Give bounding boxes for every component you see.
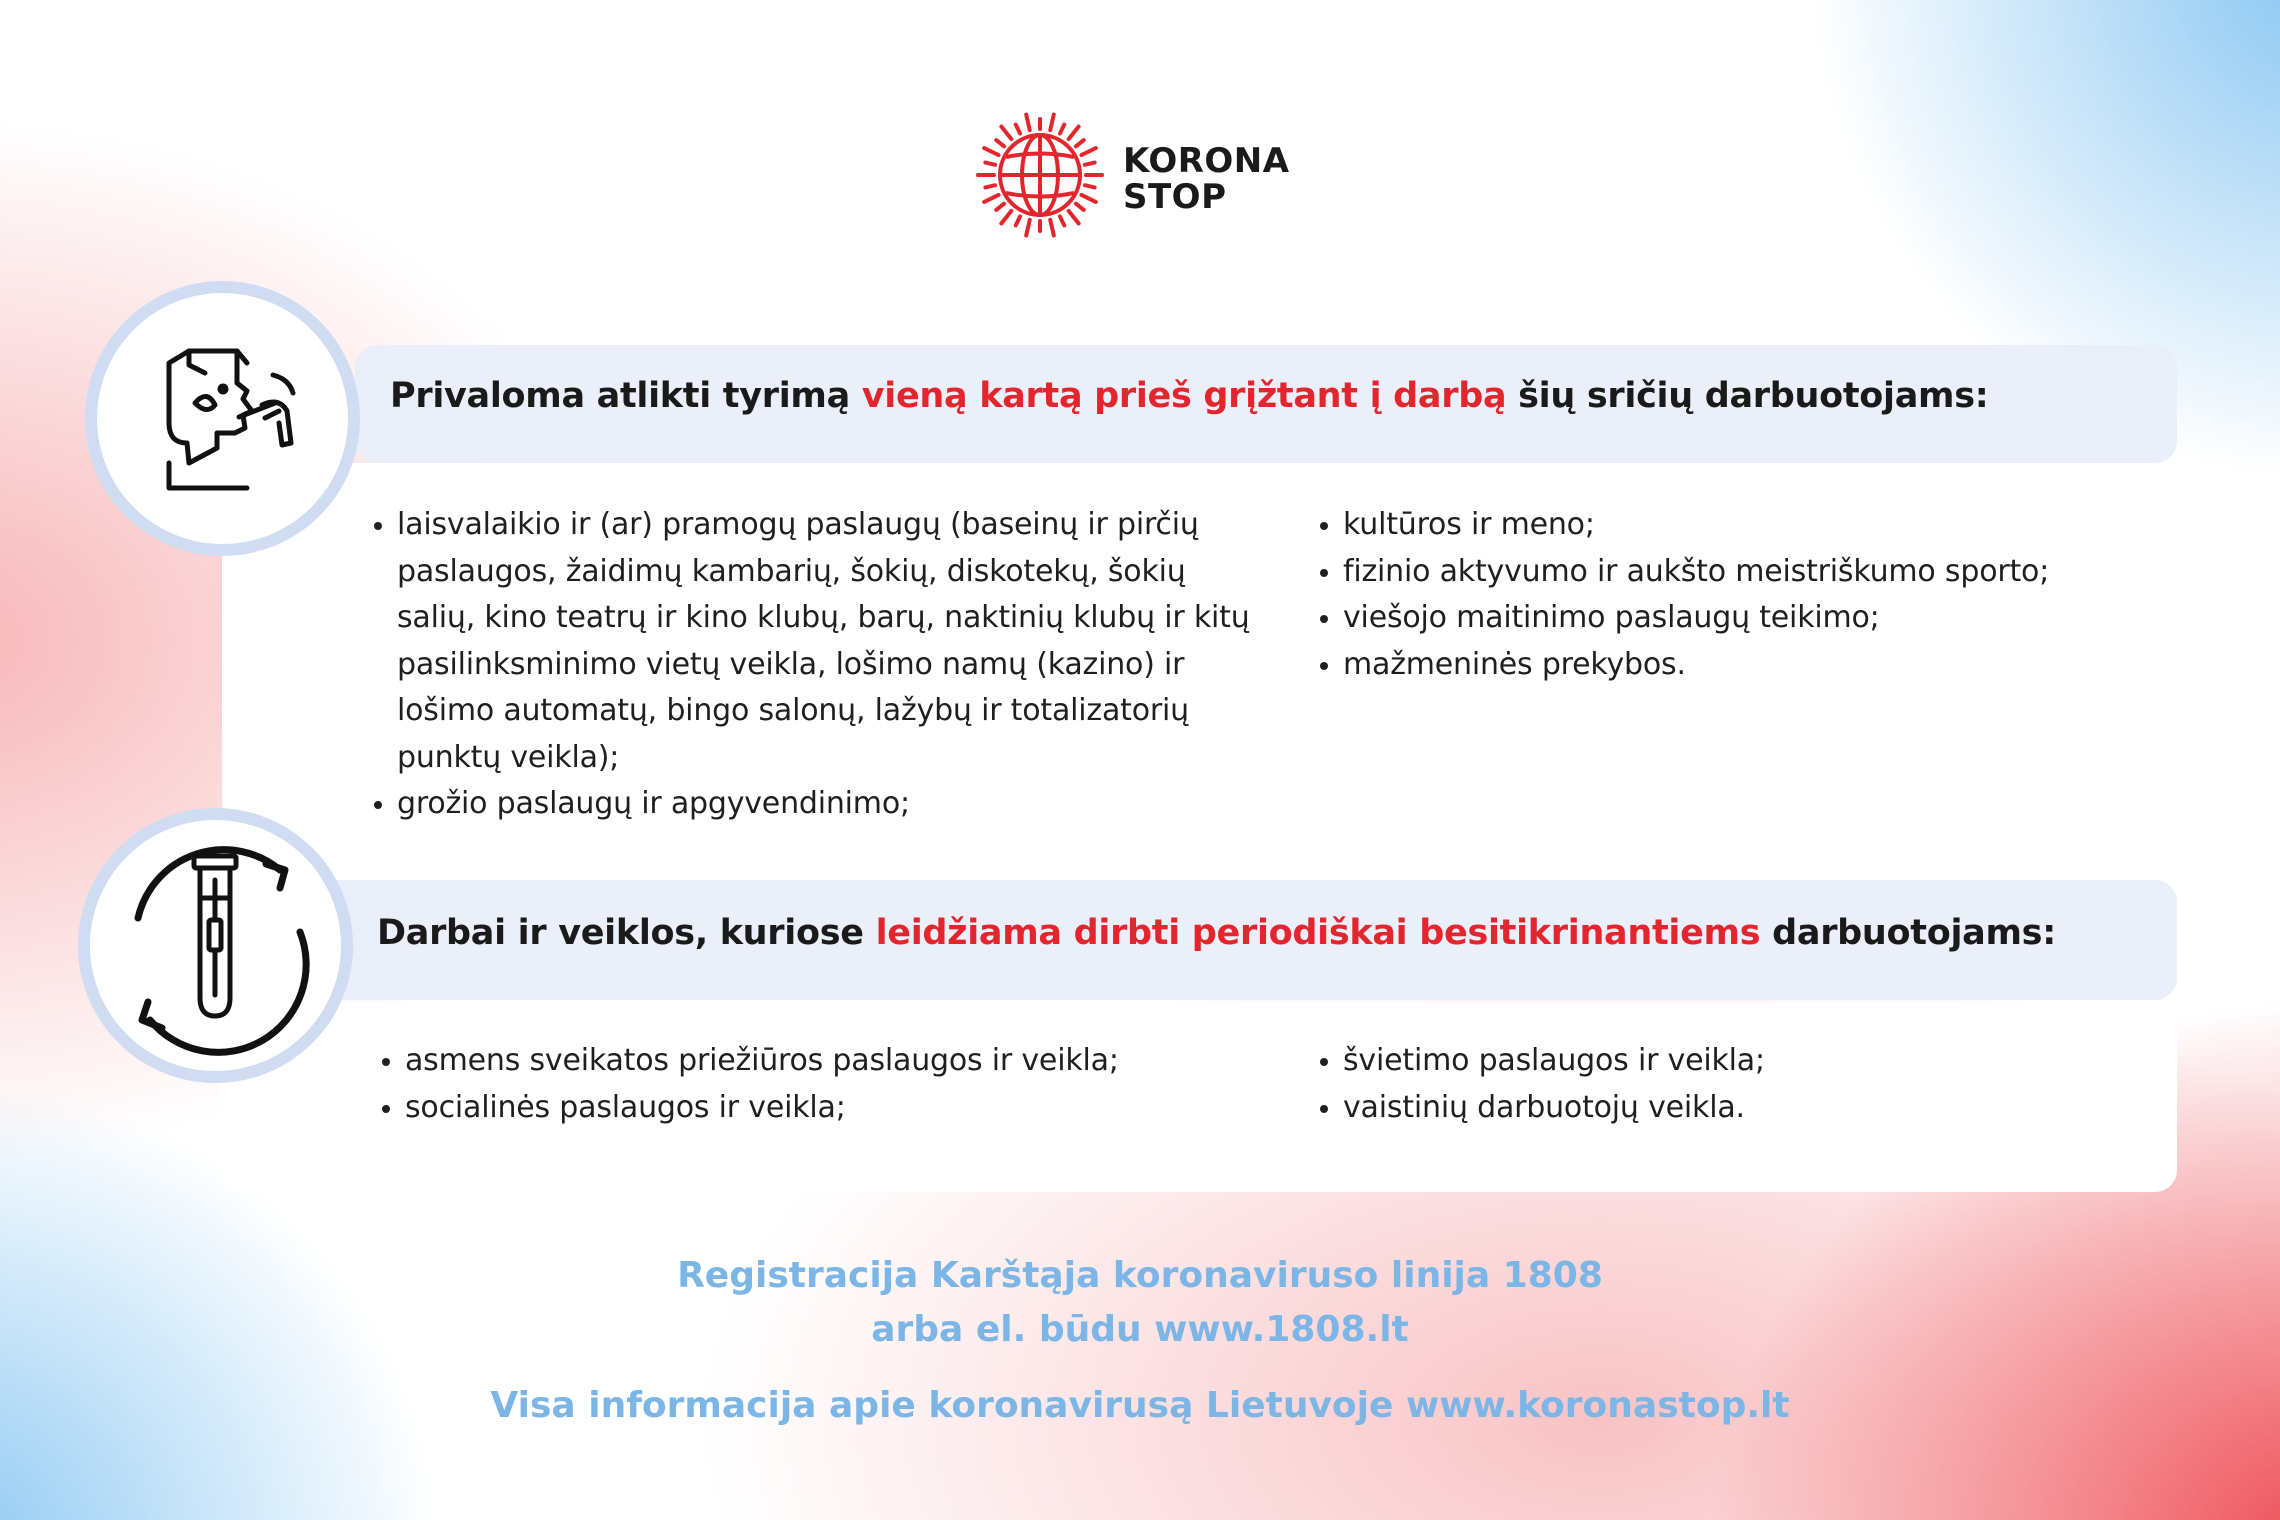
- list-item: švietimo paslaugos ir veikla;: [1318, 1038, 2158, 1085]
- section-2-heading-highlight: leidžiama dirbti periodiškai besitikrinantiems: [875, 913, 1761, 953]
- section-2-heading-end: darbuotojams:: [1760, 913, 2056, 953]
- info-website-text: [0, 1379, 2280, 1433]
- section-1-right-list: [1318, 502, 2158, 688]
- sun-globe-icon: [975, 105, 1105, 245]
- section-2-icon-circle: [78, 808, 353, 1083]
- list-item: kultūros ir meno;: [1318, 502, 2158, 549]
- list-item: mažmeninės prekybos.: [1318, 642, 2158, 689]
- section-1-icon-circle: [85, 281, 360, 556]
- logo-line-2: STOP: [1123, 177, 1227, 217]
- section-1-heading-start: Privaloma atlikti tyrimą: [390, 376, 862, 416]
- section-1-heading: [390, 376, 1988, 416]
- list-item: viešojo maitinimo paslaugų teikimo;: [1318, 595, 2158, 642]
- list-item: laisvalaikio ir (ar) pramogų paslaugų (baseinų ir pirčių paslaugos, žaidimų kambarių, šokių, diskotekų, šokių salių, kino teatrų ir kino klubų, barų, naktinių klubų ir kitų pasilinksminimo vietų veikla, lošimo namų (kazino) ir lošimo automatų, bingo salonų, lažybų ir totalizatorių punktų veikla);: [372, 502, 1272, 781]
- section-2-heading: [377, 913, 2056, 953]
- section-2-right-list: [1318, 1038, 2158, 1131]
- test-tube-cycle-icon: [90, 820, 341, 1071]
- list-item: grožio paslaugų ir apgyvendinimo;: [372, 781, 1272, 828]
- section-1-heading-highlight: vieną kartą prieš grįžtant į darbą: [861, 376, 1507, 416]
- logo-wordmark: [1123, 143, 1290, 215]
- footer-line-3: Visa informacija apie koronavirusą Lietuvoje www.koronastop.lt: [490, 1385, 1790, 1426]
- list-item: socialinės paslaugos ir veikla;: [380, 1085, 1280, 1132]
- list-item: vaistinių darbuotojų veikla.: [1318, 1085, 2158, 1132]
- logo-line-1: KORONA: [1123, 141, 1290, 181]
- section-1-left-list: [372, 502, 1272, 828]
- section-2-left-list: [380, 1038, 1280, 1131]
- koronastop-logo: [975, 105, 1305, 245]
- footer-line-2: arba el. būdu www.1808.lt: [871, 1309, 1409, 1350]
- footer-line-1: Registracija Karštąja koronaviruso linija 1808: [677, 1255, 1603, 1296]
- list-item: asmens sveikatos priežiūros paslaugos ir veikla;: [380, 1038, 1280, 1085]
- section-1-heading-end: šių sričių darbuotojams:: [1506, 376, 1989, 416]
- section-2-heading-start: Darbai ir veiklos, kuriose: [377, 913, 876, 953]
- nasal-swab-test-icon: [97, 293, 348, 544]
- registration-hotline-text: [0, 1249, 2280, 1357]
- list-item: fizinio aktyvumo ir aukšto meistriškumo sporto;: [1318, 549, 2158, 596]
